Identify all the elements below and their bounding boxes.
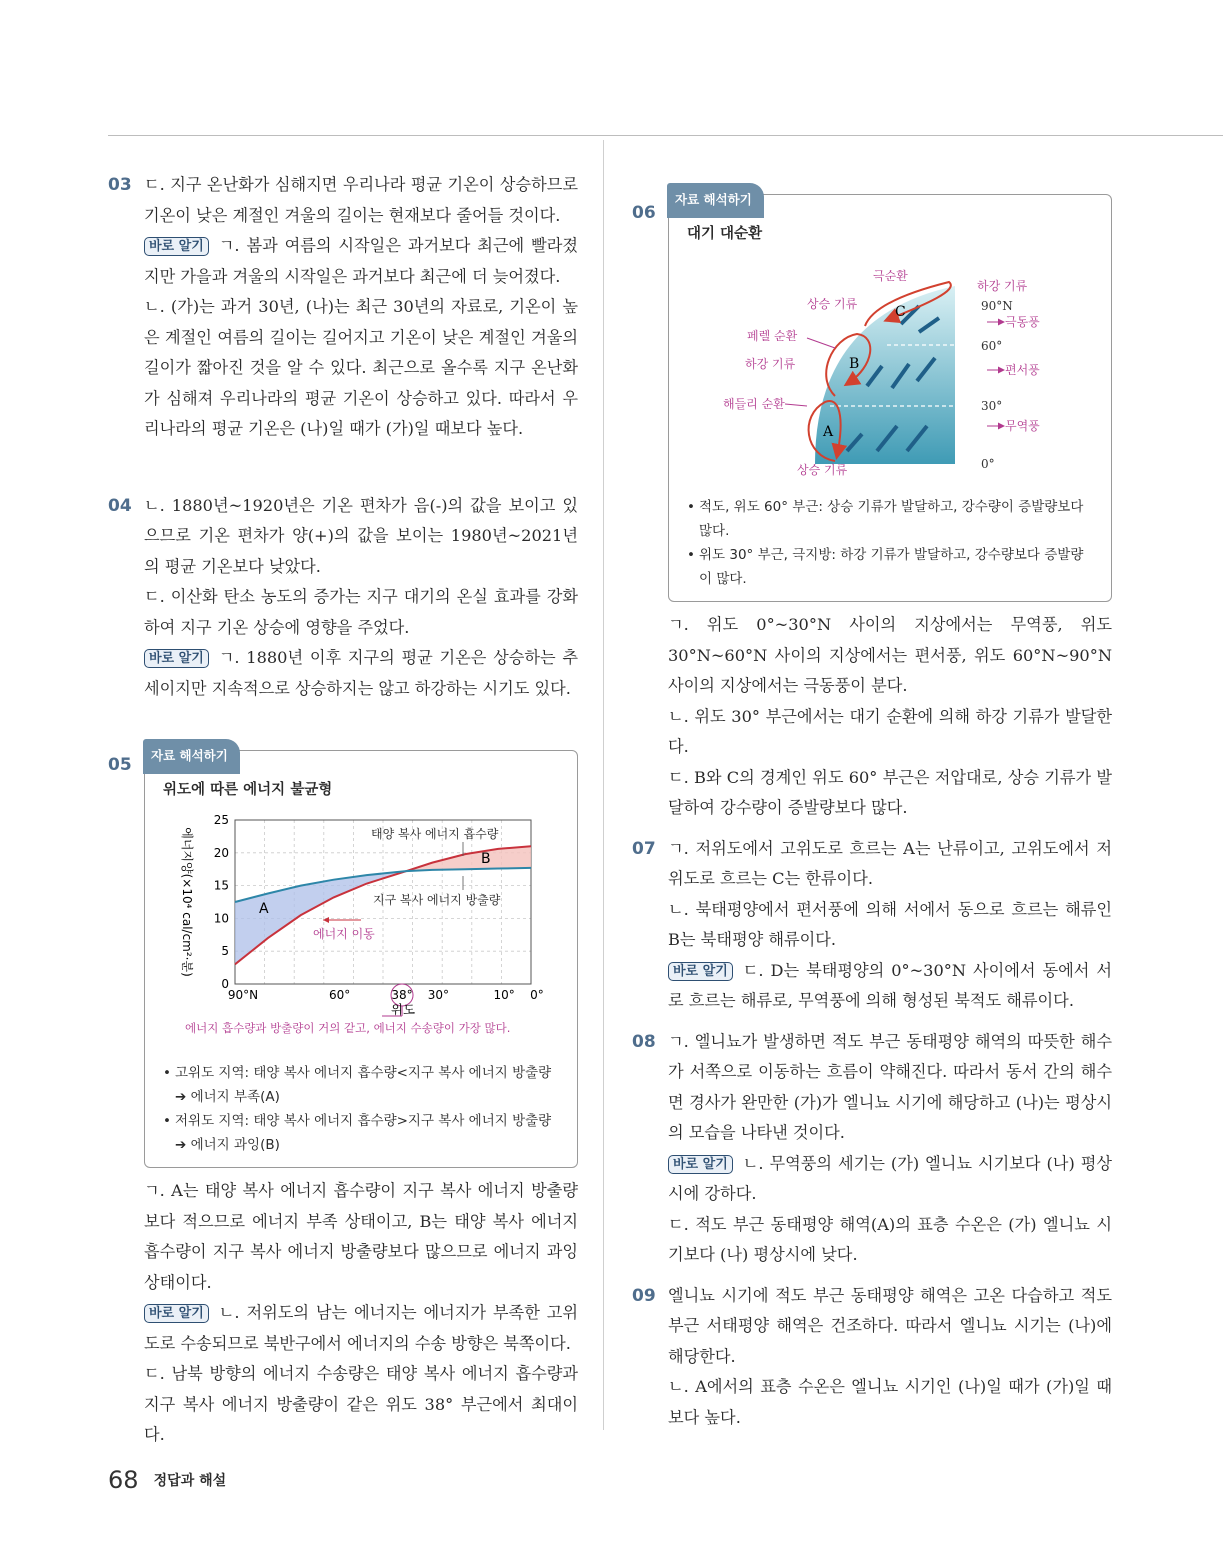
answer-text: ㄷ. 이산화 탄소 농도의 증가는 지구 대기의 온실 효과를 강화하여 지구 기온 상승에 영향을 주었다. xyxy=(144,587,578,637)
x-tick-label: 38° xyxy=(391,987,413,1002)
answer-text: ㄱ. 위도 0°~30°N 사이의 지상에서는 무역풍, 위도 30°N~60°N 사이의 지상에서는 편서풍, 위도 60°N~90°N 사이의 지상에서는 극동풍이 분다. xyxy=(668,615,1112,695)
box-tag: 자료 해석하기 xyxy=(667,183,764,218)
bullet-list xyxy=(163,1061,561,1157)
question-number: 08 xyxy=(632,1031,656,1052)
box-title: 대기 대순환 xyxy=(687,226,763,242)
answer-text: ㄴ. A에서의 표층 수온은 엘니뇨 시기인 (나)일 때가 (가)일 때보다 높다. xyxy=(668,1377,1112,1427)
y-axis-label: 에너지양(×10⁴ cal/cm²·분) xyxy=(180,826,194,977)
energy-transport-label: 에너지 이동 xyxy=(313,926,375,941)
lat-60: 60° xyxy=(981,338,1003,353)
y-tick-label: 10 xyxy=(213,910,229,925)
question-number: 06 xyxy=(632,203,656,223)
question-06 xyxy=(632,194,1112,824)
x-axis-label: 위도 xyxy=(390,1001,416,1017)
ascending-label-60: 상승 기류 xyxy=(807,296,858,311)
y-tick-label: 15 xyxy=(213,878,229,893)
hadley-cell-label: 해들리 순환 xyxy=(723,396,785,411)
question-number: 07 xyxy=(632,838,656,859)
answer-text: ㄷ. 적도 부근 동태평양 해역(A)의 표층 수온은 (가) 엘니뇨 시기보다 (나) 평상시에 낮다. xyxy=(668,1214,1112,1264)
correction-text: 바로 알기 ㄷ. D는 북태평양의 0°~30°N 사이에서 동에서 서로 흐르는 해류로, 무역풍에 의해 형성된 북적도 해류이다. xyxy=(668,960,1112,1010)
correction-tag: 바로 알기 xyxy=(668,962,733,981)
answer-text: ㄷ. B와 C의 경계인 위도 60° 부근은 저압대로, 상승 기류가 발달하여 강수량이 증발량보다 많다. xyxy=(668,767,1112,817)
answer-text: ㄴ. 위도 30° 부근에서는 대기 순환에 의해 하강 기류가 발달한다. xyxy=(668,706,1112,756)
bullet-item: • 고위도 지역: 태양 복사 에너지 흡수량<지구 복사 에너지 방출량 ➔ 에너지 부족(A) xyxy=(163,1061,561,1109)
ascending-label-0: 상승 기류 xyxy=(797,462,848,477)
region-a-label: A xyxy=(259,900,269,917)
lat-0: 0° xyxy=(981,456,995,471)
answer-text: ㄴ. (가)는 과거 30년, (나)는 최근 30년의 자료로, 기온이 높은 계절인 여름의 길이는 길어지고 기온이 낮은 계절인 겨울의 길이가 짧아진 것을 알 수 있다. 최근으로 올수록 지구 온난화가 심해져 우리나라의 평균 기온이 상승하고 있다. 따라서 우리나라의 평균 기온은 (나)일 때가 (가)일 때보다 높다. xyxy=(144,297,578,438)
footer-label: 정답과 해설 xyxy=(153,1473,227,1489)
question-number: 04 xyxy=(108,495,132,516)
atmospheric-circulation-diagram xyxy=(687,256,1087,481)
polar-easterlies-label: 극동풍 xyxy=(1005,314,1040,329)
bullet-item: • 저위도 지역: 태양 복사 에너지 흡수량>지구 복사 에너지 방출량 ➔ 에너지 과잉(B) xyxy=(163,1109,561,1157)
right-column xyxy=(632,180,1112,1433)
series-label-earth: 지구 복사 에너지 방출량 xyxy=(373,892,501,907)
correction-text: 바로 알기 ㄴ. 무역풍의 세기는 (가) 엘니뇨 시기보다 (나) 평상시에 강하다. xyxy=(668,1153,1112,1203)
bullet-item: • 위도 30° 부근, 극지방: 하강 기류가 발달하고, 강수량보다 증발량이 많다. xyxy=(687,543,1095,591)
correction-tag: 바로 알기 xyxy=(144,237,209,256)
deficit-region xyxy=(235,871,406,964)
answer-text: 엘니뇨 시기에 적도 부근 동태평양 해역은 고온 다습하고 적도 부근 서태평양 해역은 건조하다. 따라서 엘니뇨 시기는 (나)에 해당한다. xyxy=(668,1285,1112,1366)
bullet-item: • 적도, 위도 60° 부근: 상승 기류가 발달하고, 강수량이 증발량보다 많다. xyxy=(687,495,1095,543)
trade-winds-label: 무역풍 xyxy=(1005,418,1040,433)
answer-text: ㄷ. 남북 방향의 에너지 수송량은 태양 복사 에너지 흡수량과 지구 복사 에너지 방출량이 같은 위도 38° 부근에서 최대이다. xyxy=(144,1364,578,1444)
data-analysis-box xyxy=(144,750,578,1168)
polar-cell-label: 극순환 xyxy=(873,268,908,283)
question-05 xyxy=(108,750,578,1451)
correction-tag: 바로 알기 xyxy=(144,1304,209,1323)
y-tick-label: 25 xyxy=(213,812,229,827)
left-column xyxy=(108,170,578,1451)
page-footer xyxy=(108,1466,226,1494)
descending-label-90: 하강 기류 xyxy=(977,278,1028,293)
answer-text: ㄱ. 저위도에서 고위도로 흐르는 A는 난류이고, 고위도에서 저위도로 흐르는 C는 한류이다. xyxy=(668,838,1112,888)
correction-tag: 바로 알기 xyxy=(668,1155,733,1174)
answer-text: ㄷ. 지구 온난화가 심해지면 우리나라 평균 기온이 상승하므로 기온이 낮은 계절인 겨울의 길이는 현재보다 줄어들 것이다. xyxy=(144,175,578,225)
correction-text: 바로 알기 ㄱ. 봄과 여름의 시작일은 과거보다 최근에 빨라졌지만 가을과 겨울의 시작일은 과거보다 최근에 더 늦어졌다. xyxy=(144,236,578,286)
chart-caption: 에너지 흡수량과 방출량이 거의 같고, 에너지 수송량이 가장 많다. xyxy=(185,1020,511,1035)
x-tick-label: 90°N xyxy=(227,987,259,1002)
x-tick-label: 30° xyxy=(427,987,449,1002)
cell-b-label: B xyxy=(849,355,860,372)
question-03 xyxy=(108,170,578,445)
question-08 xyxy=(632,1027,1112,1271)
cell-c-label: C xyxy=(895,303,906,320)
correction-text: 바로 알기 ㄱ. 1880년 이후 지구의 평균 기온은 상승하는 추세이지만 지속적으로 상승하지는 않고 하강하는 시기도 있다. xyxy=(144,648,578,698)
correction-text: 바로 알기 ㄴ. 저위도의 남는 에너지는 에너지가 부족한 고위도로 수송되므로 북반구에서 에너지의 수송 방향은 북쪽이다. xyxy=(144,1303,578,1353)
box-title: 위도에 따른 에너지 불균형 xyxy=(163,782,333,798)
region-b-label: B xyxy=(481,850,491,867)
question-number: 03 xyxy=(108,175,132,195)
energy-balance-chart xyxy=(163,812,563,1047)
question-07 xyxy=(632,834,1112,1017)
y-tick-label: 0 xyxy=(221,976,229,991)
question-09 xyxy=(632,1281,1112,1434)
answer-text: ㄱ. 엘니뇨가 발생하면 적도 부근 동태평양 해역의 따뜻한 해수가 서쪽으로 이동하는 흐름이 약해진다. 따라서 동서 간의 해수면 경사가 완만한 (가)가 엘니뇨 시기에 해당하고 (나)는 평상시의 모습을 나타낸 것이다. xyxy=(668,1031,1112,1142)
ferrel-cell-label: 페렐 순환 xyxy=(747,328,798,343)
bullet-list xyxy=(687,495,1095,591)
lat-30: 30° xyxy=(981,398,1003,413)
y-tick-label: 20 xyxy=(213,845,229,860)
answer-text: ㄴ. 북태평양에서 편서풍에 의해 서에서 동으로 흐르는 해류인 B는 북태평양 해류이다. xyxy=(668,899,1112,949)
westerlies-label: 편서풍 xyxy=(1005,362,1040,377)
x-tick-label: 10° xyxy=(493,987,515,1002)
question-04 xyxy=(108,491,578,705)
correction-tag: 바로 알기 xyxy=(144,649,209,668)
column-divider xyxy=(603,140,604,1430)
page-number: 68 xyxy=(108,1466,139,1494)
box-tag: 자료 해석하기 xyxy=(143,739,240,774)
top-rule xyxy=(108,135,1223,136)
earth-surface xyxy=(815,286,955,464)
question-number: 05 xyxy=(108,755,132,775)
question-number: 09 xyxy=(632,1285,656,1306)
y-tick-label: 5 xyxy=(221,943,229,958)
series-label-solar: 태양 복사 에너지 흡수량 xyxy=(371,826,499,841)
answer-text: ㄱ. A는 태양 복사 에너지 흡수량이 지구 복사 에너지 방출량보다 적으므로 에너지 부족 상태이고, B는 태양 복사 에너지 흡수량이 지구 복사 에너지 방출량보다 많으므로 에너지 과잉 상태이다. xyxy=(144,1181,578,1292)
x-tick-label: 0° xyxy=(530,987,544,1002)
data-analysis-box xyxy=(668,194,1112,602)
cell-a-label: A xyxy=(823,423,834,440)
descending-label-30: 하강 기류 xyxy=(745,356,796,371)
answer-text: ㄴ. 1880년~1920년은 기온 편차가 음(-)의 값을 보이고 있으므로 기온 편차가 양(+)의 값을 보이는 1980년~2021년의 평균 기온보다 낮았다. xyxy=(144,495,578,576)
x-tick-label: 60° xyxy=(329,987,351,1002)
lat-90: 90°N xyxy=(981,298,1013,313)
